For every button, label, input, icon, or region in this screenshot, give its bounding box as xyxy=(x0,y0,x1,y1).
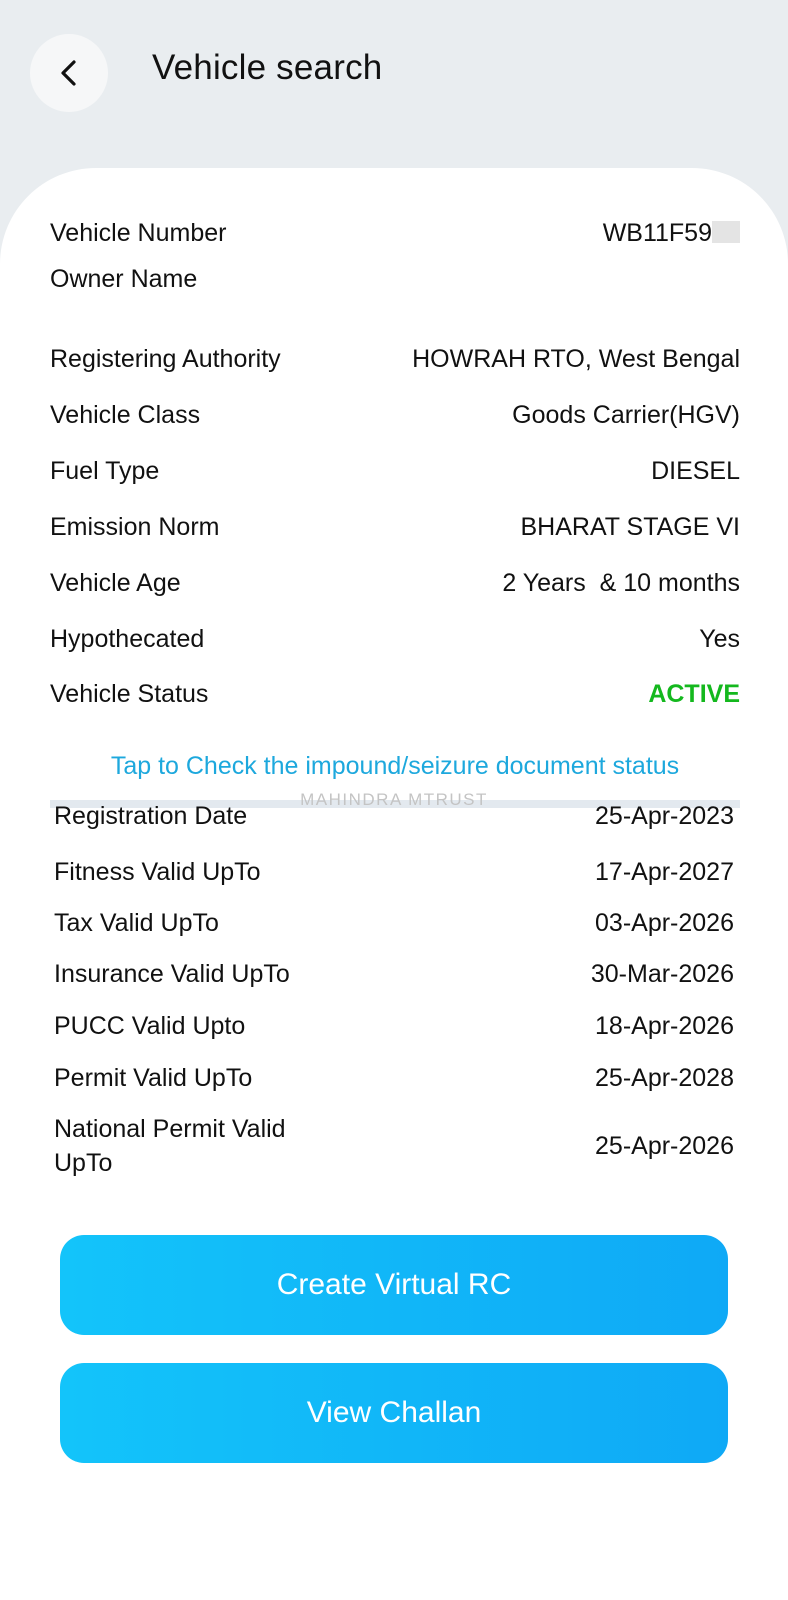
chevron-left-icon xyxy=(58,58,80,88)
info-label: Emission Norm xyxy=(50,513,220,541)
page-title: Vehicle search xyxy=(152,48,383,87)
info-value: BHARAT STAGE VI xyxy=(520,513,740,541)
info-value: Goods Carrier(HGV) xyxy=(512,401,740,429)
back-button[interactable] xyxy=(30,34,108,112)
owner-name-label: Owner Name xyxy=(50,265,198,293)
impound-status-link[interactable]: Tap to Check the impound/seizure document status xyxy=(110,752,680,780)
create-virtual-rc-button[interactable]: Create Virtual RC xyxy=(60,1235,728,1335)
date-label: National Permit Valid UpTo xyxy=(54,1115,286,1177)
date-value: 17-Apr-2027 xyxy=(595,858,734,886)
status-badge: ACTIVE xyxy=(648,680,740,708)
vehicle-number-value-wrap xyxy=(603,219,740,248)
app-header xyxy=(0,0,788,175)
date-label: PUCC Valid Upto xyxy=(54,1012,246,1040)
date-value: 25-Apr-2023 xyxy=(595,802,734,830)
date-value: 18-Apr-2026 xyxy=(595,1012,734,1040)
vehicle-number-label: Vehicle Number xyxy=(50,219,227,247)
date-value: 25-Apr-2026 xyxy=(595,1132,734,1160)
info-value: HOWRAH RTO, West Bengal xyxy=(412,345,740,373)
date-label: Registration Date xyxy=(54,802,248,830)
vehicle-number-value: WB11F59 xyxy=(602,219,712,247)
date-label: Permit Valid UpTo xyxy=(54,1064,253,1092)
info-value: Yes xyxy=(699,625,740,653)
info-label: Hypothecated xyxy=(50,625,205,653)
info-value: DIESEL xyxy=(651,457,740,485)
info-label: Fuel Type xyxy=(50,457,160,485)
date-value: 25-Apr-2028 xyxy=(595,1064,734,1092)
info-value: 2 Years & 10 months xyxy=(502,569,740,597)
date-label: Fitness Valid UpTo xyxy=(54,858,261,886)
info-label: Vehicle Age xyxy=(50,569,181,597)
date-value: 03-Apr-2026 xyxy=(595,909,734,937)
info-label: Vehicle Class xyxy=(50,401,201,429)
view-challan-button[interactable]: View Challan xyxy=(60,1363,728,1463)
date-value: 30-Mar-2026 xyxy=(590,960,734,988)
watermark: MAHINDRA MTRUST xyxy=(300,790,488,809)
date-label: Tax Valid UpTo xyxy=(54,909,219,937)
date-label: Insurance Valid UpTo xyxy=(54,960,290,988)
info-label: Vehicle Status xyxy=(50,680,209,708)
masked-redaction xyxy=(712,221,740,243)
info-label: Registering Authority xyxy=(50,345,281,373)
